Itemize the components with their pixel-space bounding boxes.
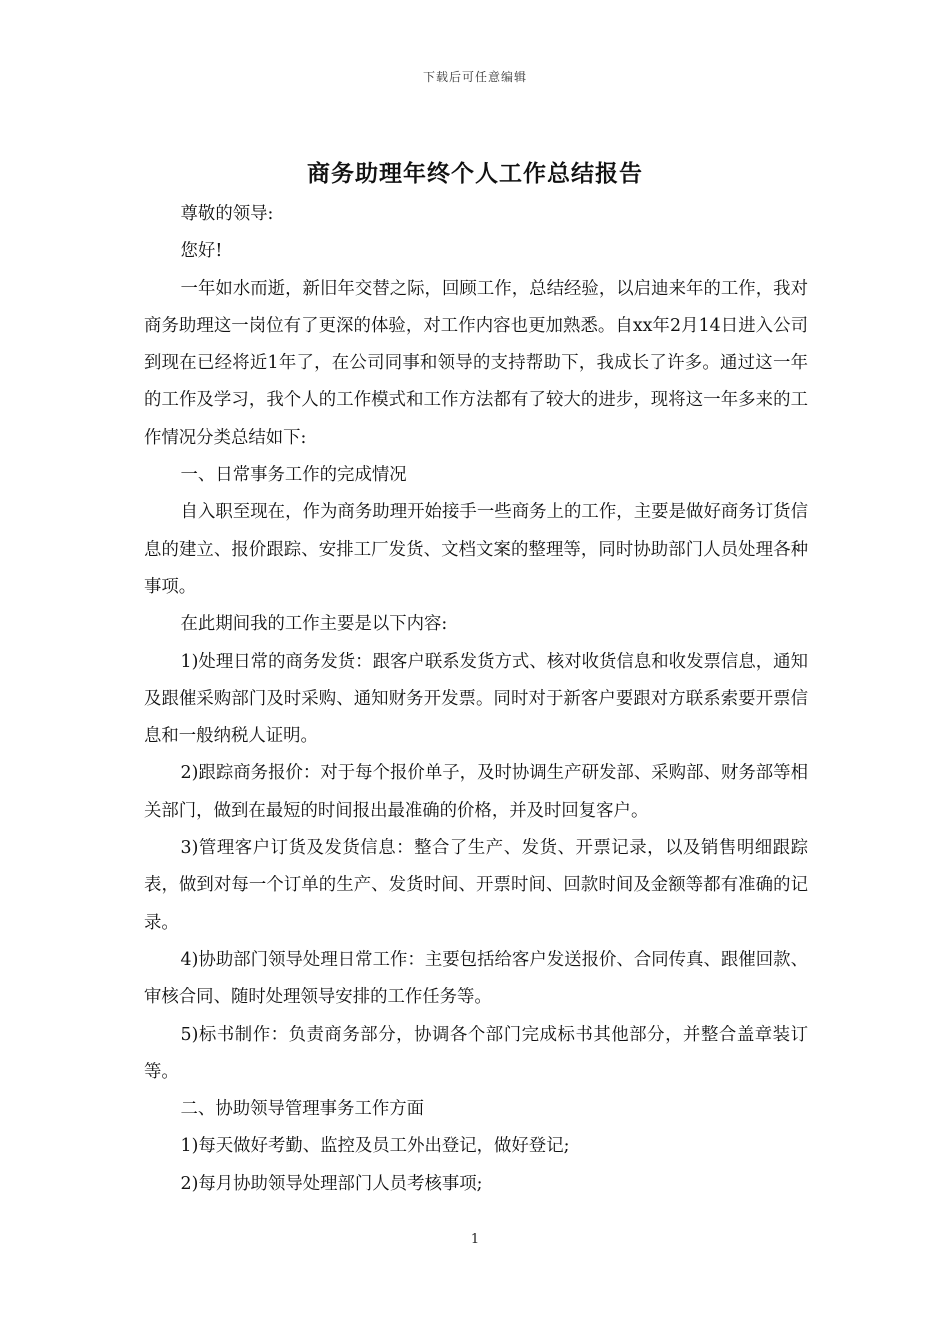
list-item: 3)管理客户订货及发货信息：整合了生产、发货、开票记录，以及销售明细跟踪表，做到对每一个订单的生产、发货时间、开票时间、回款时间及金额等都有准确的记录。 [144,838,808,933]
list-item: 1)处理日常的商务发货：跟客户联系发货方式、核对收货信息和收发票信息，通知及跟催采购部门及时采购、通知财务开发票。同时对于新客户要跟对方联系索要开票信息和一般纳税人证明。 [144,651,808,747]
list-item: 4)协助部门领导处理日常工作：主要包括给客户发送报价、合同传真、跟催回款、审核合同、随时处理领导安排的工作任务等。 [144,949,808,1008]
section-heading-1: 一、日常事务工作的完成情况 [180,465,407,486]
section-heading-2: 二、协助领导管理事务工作方面 [180,1099,425,1120]
greeting: 您好! [180,241,223,262]
intro-paragraph: 一年如水而逝，新旧年交替之际，回顾工作，总结经验，以启迪来年的工作，我对商务助理这一岗位有了更深的体验，对工作内容也更加熟悉。自xx年2月14日进入公司到现在已经将近1年了，在公司同事和领导的支持帮助下，我成长了许多。通过这一年的工作及学习，我个人的工作模式和工作方法都有了较大的进步，现将这一年多来的工作情况分类总结如下: [144,278,808,448]
list-item: 5)标书制作：负责商务部分，协调各个部门完成标书其他部分，并整合盖章装订等。 [144,1024,808,1082]
salutation: 尊敬的领导: [180,204,274,224]
list-item: 2)跟踪商务报价：对于每个报价单子，及时协调生产研发部、采购部、财务部等相关部门，做到在最短的时间报出最准确的价格，并及时回复客户。 [144,763,808,821]
body-paragraph: 自入职至现在，作为商务助理开始接手一些商务上的工作，主要是做好商务订货信息的建立、报价跟踪、安排工厂发货、文档文案的整理等，同时协助部门人员处理各种事项。 [144,502,808,597]
header-note: 下载后可任意编辑 [422,70,527,84]
list-item: 2)每月协助领导处理部门人员考核事项; [180,1173,483,1194]
document-body [144,196,808,1203]
body-paragraph: 在此期间我的工作主要是以下内容: [180,614,448,635]
document-title: 商务助理年终个人工作总结报告 [307,160,643,187]
list-item: 1)每天做好考勤、监控及员工外出登记，做好登记; [180,1136,570,1157]
page-number: 1 [470,1232,480,1247]
